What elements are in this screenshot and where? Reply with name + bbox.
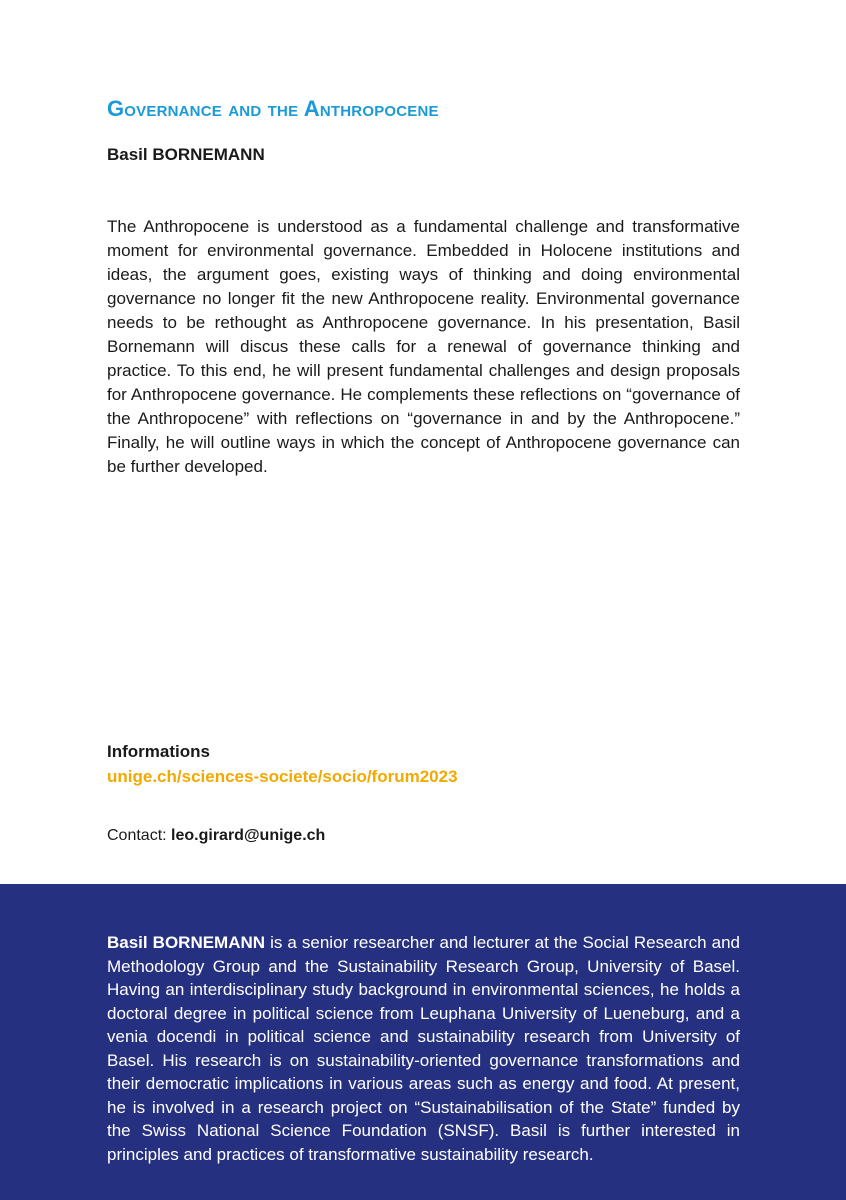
contact-label: Contact: <box>107 827 172 844</box>
contact-email-link[interactable]: leo.girard@unige.ch <box>171 827 326 844</box>
info-heading: Informations <box>107 742 210 761</box>
speaker-bio <box>107 931 740 1166</box>
contact-line <box>107 827 325 845</box>
talk-title: Governance and the Anthropocene <box>107 96 439 121</box>
bio-speaker-name: Basil BORNEMANN <box>107 933 266 952</box>
abstract-text: The Anthropocene is understood as a fundamental challenge and transformative moment for environmental governance. Embedded in Holocene institutions and ideas, the argument goes, existing ways of thinking and doing environmental governance no longer fit the new Anthropocene reality. Environmental governance needs to be rethought as Anthropocene governance. In his presentation, Basil Bornemann will discus these calls for a renewal of governance thinking and practice. To this end, he will present fundamental challenges and design proposals for Anthropocene governance. He complements these reflections on “governance of the Anthropocene” with reflections on “governance in and by the Anthropocene.” Finally, he will outline ways in which the concept of Anthropocene governance can be further developed. <box>107 217 740 476</box>
speaker-name: Basil BORNEMANN <box>107 145 265 164</box>
bio-text: is a senior researcher and lecturer at the Social Research and Methodology Group and the Sustainability Research Group, University of Basel. Having an interdisciplinary study background in environmental sciences, he holds a doctoral degree in political science from Leuphana University of Lueneburg, and a venia docendi in political science and sustainability research from University of Basel. His research is on sustainability-oriented governance transformations and their democratic implications in various areas such as energy and food. At present, he is involved in a research project on “Sustainabilisation of the State” funded by the Swiss National Science Foundation (SNSF). Basil is further interested in principles and practices of transformative sustainability research. <box>107 933 740 1164</box>
forum-link[interactable]: unige.ch/sciences-societe/socio/forum2023 <box>107 767 458 786</box>
